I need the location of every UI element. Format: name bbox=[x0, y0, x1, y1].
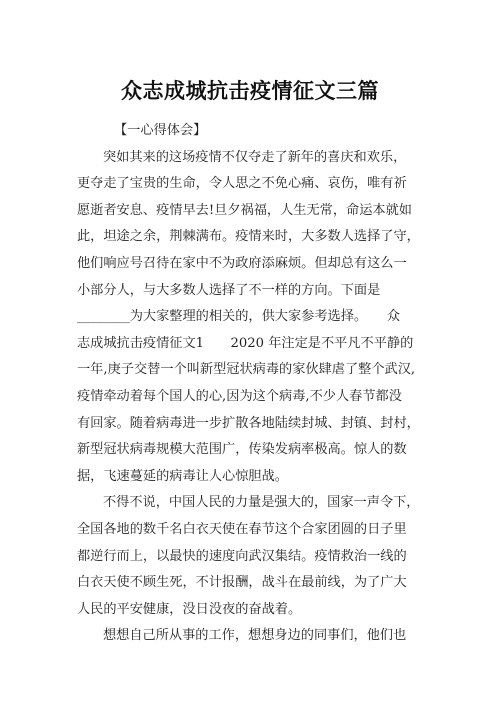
section-heading: 【一心得体会】 bbox=[114, 123, 207, 138]
paragraph-line: 更夺走了宝贵的生命，令人思之不免心痛、哀伤，唯有祈 bbox=[77, 176, 407, 192]
paragraph-line: 疫情牵动着每个国人的心,因为这个病毒,不少人春节都没 bbox=[77, 388, 402, 404]
document-title: 众志成城抗击疫情征文三篇 bbox=[121, 79, 379, 103]
paragraph-line: 想想自己所从事的工作，想想身边的同事们，他们也 bbox=[103, 628, 407, 644]
paragraph-line: 突如其来的这场疫情不仅夺走了新年的喜庆和欢乐， bbox=[103, 149, 407, 165]
paragraph-line: 都逆行而上，以最快的速度向武汉集结。疫情救治一线的 bbox=[77, 548, 407, 564]
paragraph-line: ________为大家整理的相关的，供大家参考选择。 众 bbox=[77, 309, 401, 325]
paragraph-line: 据，飞速蔓延的病毒让人心惊胆战。 bbox=[77, 468, 288, 484]
paragraph-line: 一年,庚子交替一个叫新型冠状病毒的家伙肆虐了整个武汉, bbox=[77, 362, 416, 378]
paragraph-line: 有回家。随着病毒进一步扩散各地陆续封城、封镇、封村， bbox=[77, 415, 420, 431]
paragraph-line: 志成城抗击疫情征文1 2020 年注定是不平凡不平静的 bbox=[77, 335, 414, 351]
paragraph-line: 全国各地的数千名白衣天使在春节这个合家团圆的日子里 bbox=[77, 521, 407, 537]
paragraph-line: 新型冠状病毒规模大范围广，传染发病率极高。惊人的数 bbox=[77, 442, 407, 458]
paragraph-line: 不得不说，中国人民的力量是强大的，国家一声令下， bbox=[103, 495, 420, 511]
paragraph-line: 此，坦途之余，荆棘满布。疫情来时，大多数人选择了守， bbox=[77, 229, 420, 245]
paragraph-line: 小部分人，与大多数人选择了不一样的方向。下面是 bbox=[77, 282, 381, 298]
paragraph-line: 愿逝者安息、疫情早去!旦夕祸福，人生无常，命运本就如 bbox=[77, 202, 412, 218]
paragraph-line: 他们响应号召待在家中不为政府添麻烦。但却总有这么一 bbox=[77, 255, 407, 271]
paragraph-line: 白衣天使不顾生死，不计报酬，战斗在最前线，为了广大 bbox=[77, 575, 407, 591]
paragraph-line: 人民的平安健康，没日没夜的奋战着。 bbox=[77, 601, 302, 617]
document-body bbox=[77, 118, 429, 650]
